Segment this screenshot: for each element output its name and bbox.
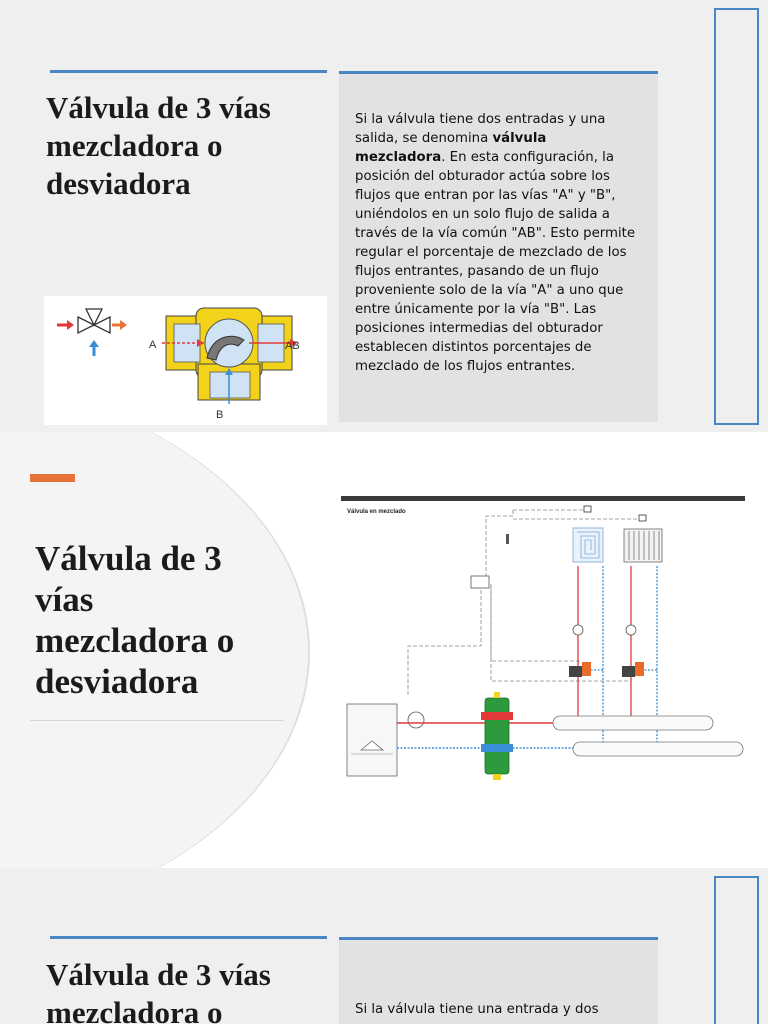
label-b: B: [216, 409, 224, 421]
schematic-title: Válvula en mezclado: [347, 509, 406, 515]
hydraulic-separator-icon: [481, 692, 513, 780]
body-term: válvula mezcladora: [355, 131, 547, 165]
body-intro: Si la válvula tiene dos entradas y una salida, se denomina: [355, 112, 606, 146]
floor-heating-icon: [573, 528, 603, 562]
slide-title: Válvula de 3 vías mezcladora o desviadora: [35, 539, 235, 701]
title-rule: [50, 936, 327, 939]
body-rest: . En esta configuración, la posición del obturador actúa sobre los flujos que entran por las vías "A" y "B", uniéndolos en un solo flujo de salida a través de la vía común "AB". Esto permite regular el porcentaje de mezclado de los flujos entrantes, pasando de un flujo proveniente solo de la vía "A" a uno que entre únicamente por la vía "B". Las posiciones intermedias del obturador establecen distintos porcentajes de mezclado de los flujos entrantes.: [355, 150, 636, 374]
heating-schematic-diagram: [341, 496, 745, 790]
boiler-icon: [347, 704, 397, 776]
label-ab: AB: [285, 340, 300, 352]
radiator-icon: [624, 529, 662, 562]
title-divider: [30, 720, 284, 721]
orange-accent-bar: [30, 474, 75, 482]
slide-title: Válvula de 3 vías mezcladora o: [46, 957, 271, 1024]
body-intro: Si la válvula tiene una entrada y dos: [355, 1002, 599, 1017]
slide-3: [0, 868, 768, 1024]
slide-2: [0, 432, 768, 868]
slide-1: [0, 0, 768, 432]
decorative-frame: [714, 8, 759, 425]
decorative-frame: [714, 876, 759, 1024]
title-rule: [50, 70, 327, 73]
slide-title: Válvula de 3 vías mezcladora o desviadora: [46, 90, 271, 201]
mixing-valve-diagram: [44, 296, 327, 425]
slide-body: [355, 110, 640, 376]
slide-body: [355, 1000, 640, 1019]
label-a: A: [149, 339, 157, 351]
